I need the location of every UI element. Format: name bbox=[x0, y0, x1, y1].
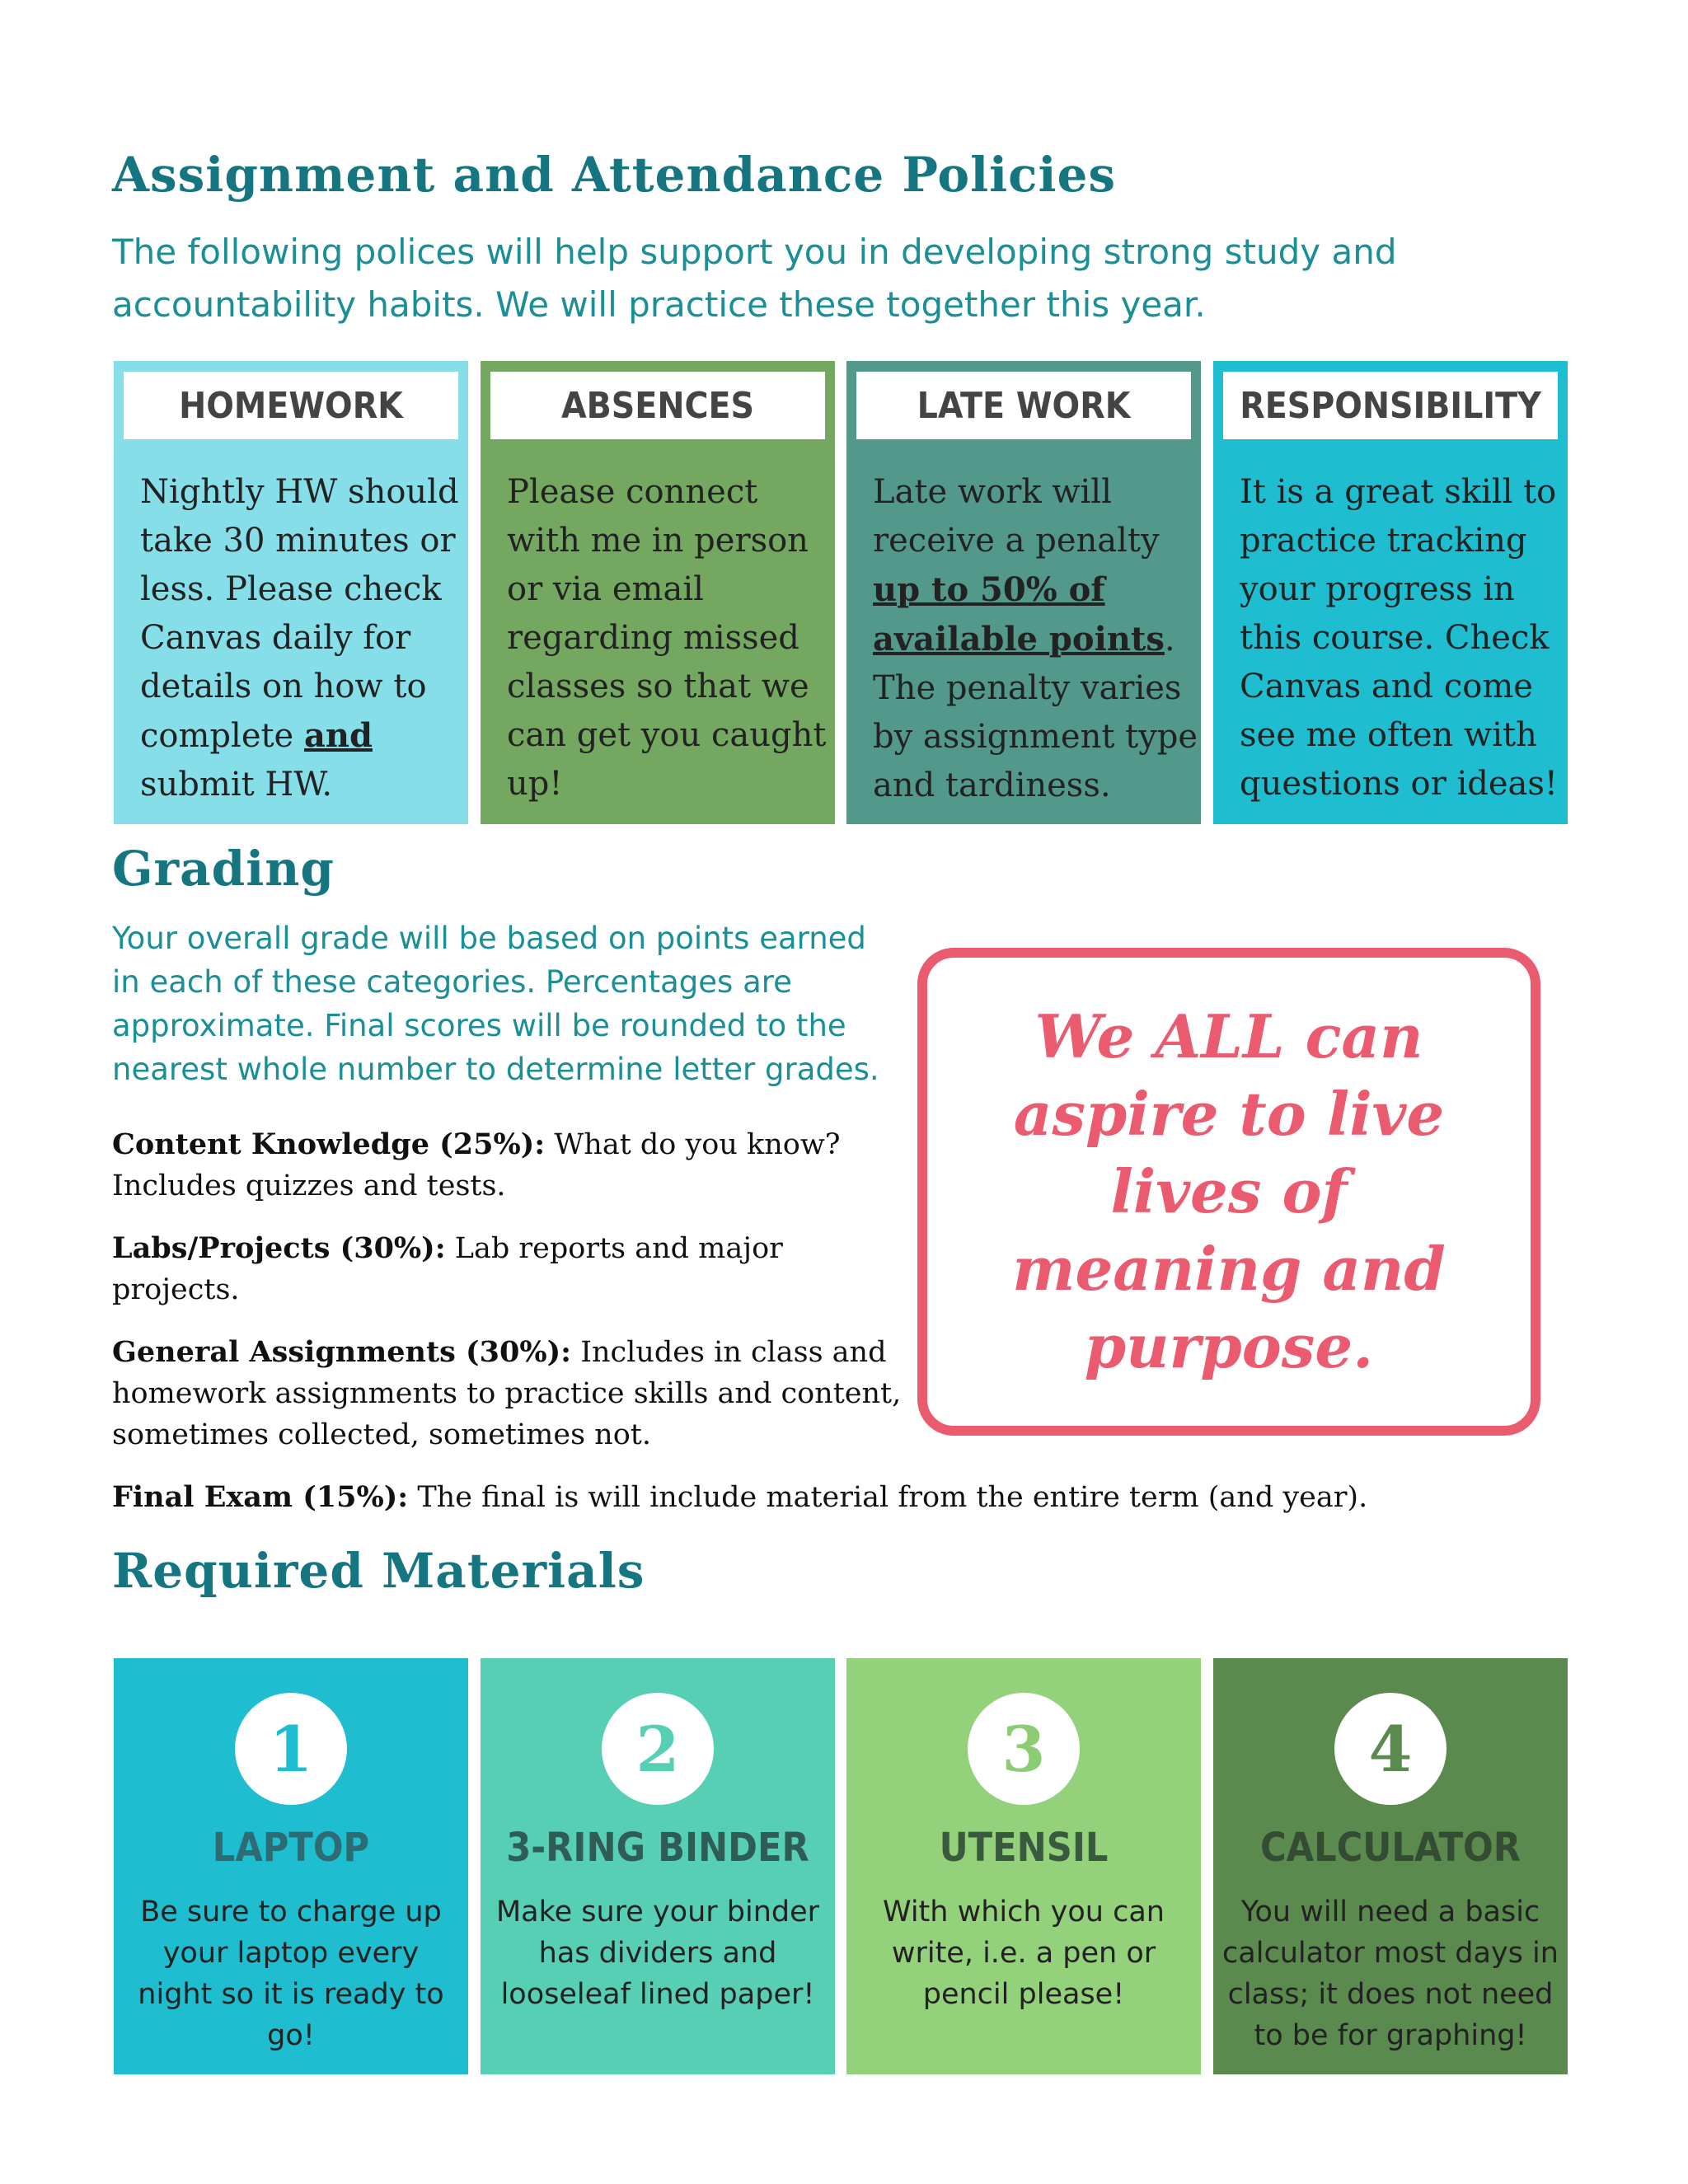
policies-intro bbox=[112, 226, 1397, 331]
grading-item-label: Content Knowledge (25%): bbox=[112, 1127, 546, 1161]
grading-item-label: Final Exam (15%): bbox=[112, 1480, 409, 1514]
policy-card-late-work bbox=[846, 361, 1201, 824]
policy-card-absences bbox=[481, 361, 835, 824]
material-desc-binder: Make sure your binder has dividers and looseleaf lined paper! bbox=[495, 1896, 820, 2011]
material-title-laptop: LAPTOP bbox=[212, 1825, 370, 1871]
policy-title-late-work: LATE WORK bbox=[856, 372, 1191, 439]
policy-text-homework-part1: Nightly HW should take 30 minutes or less. Please check Canvas daily for details on how to complete bbox=[140, 473, 459, 755]
material-desc-utensil: With which you can write, i.e. a pen or pencil please! bbox=[883, 1896, 1165, 2011]
material-title-calculator: CALCULATOR bbox=[1259, 1825, 1521, 1871]
material-number-circle: 3 bbox=[968, 1693, 1080, 1805]
policy-text-late-work-part1: Late work will receive a penalty bbox=[873, 473, 1160, 560]
material-number-circle: 1 bbox=[235, 1693, 347, 1805]
material-card-utensil bbox=[846, 1658, 1201, 2074]
material-card-laptop bbox=[114, 1658, 468, 2074]
grading-item-text: Lab reports and major projects. bbox=[112, 1232, 783, 1306]
materials-title: Required Materials bbox=[112, 1543, 645, 1599]
grading-item-label: General Assignments (30%): bbox=[112, 1335, 572, 1369]
policy-title-absences: ABSENCES bbox=[490, 372, 825, 439]
grading-item-label: Labs/Projects (30%): bbox=[112, 1231, 446, 1265]
quote-text: We ALL can aspire to live lives of meaning and purpose. bbox=[1012, 1001, 1446, 1381]
grading-item-content-knowledge bbox=[112, 1124, 936, 1207]
policy-text-responsibility: It is a great skill to practice tracking your progress in this course. Check Canvas and come see me often with questions or ideas! bbox=[1240, 473, 1558, 803]
grading-item-labs-projects bbox=[112, 1228, 854, 1310]
grading-item-general-assignments bbox=[112, 1332, 903, 1455]
grading-title: Grading bbox=[112, 841, 335, 897]
policy-title-responsibility: RESPONSIBILITY bbox=[1223, 372, 1558, 439]
grading-item-text: Includes in class and homework assignments to practice skills and content, sometimes collected, sometimes not. bbox=[112, 1336, 902, 1451]
grading-item-text: The final is will include material from the entire term (and year). bbox=[408, 1481, 1368, 1514]
policies-intro-line1: The following polices will help support you in developing strong study and bbox=[112, 232, 1397, 272]
policy-text-homework bbox=[140, 468, 462, 809]
material-number-circle: 4 bbox=[1334, 1693, 1447, 1805]
grading-intro: Your overall grade will be based on points earned in each of these categories. Percentages are approximate. Final scores will be rounded to the nearest whole number to determine letter grades. bbox=[112, 921, 879, 1087]
material-desc-laptop: Be sure to charge up your laptop every night so it is ready to go! bbox=[138, 1896, 444, 2052]
quote-box bbox=[917, 948, 1540, 1436]
policy-text-late-work-emphasis: up to 50% of available points bbox=[873, 570, 1165, 658]
policy-card-homework bbox=[114, 361, 468, 824]
policy-text-late-work-part2: . The penalty varies by assignment type and tardiness. bbox=[873, 621, 1198, 804]
material-card-binder bbox=[481, 1658, 835, 2074]
material-card-calculator bbox=[1213, 1658, 1568, 2074]
policy-card-responsibility bbox=[1213, 361, 1568, 824]
policy-text-absences: Please connect with me in person or via email regarding missed classes so that we can get you caught up! bbox=[507, 473, 827, 803]
material-title-binder: 3-RING BINDER bbox=[506, 1825, 809, 1871]
policy-text-late-work bbox=[873, 468, 1203, 810]
policy-text-homework-part2: submit HW. bbox=[140, 766, 333, 804]
policy-title-homework: HOMEWORK bbox=[124, 372, 458, 439]
grading-item-final-exam bbox=[112, 1477, 1596, 1518]
policy-text-homework-emphasis: and bbox=[303, 716, 373, 755]
material-title-utensil: UTENSIL bbox=[939, 1825, 1109, 1871]
material-number-circle: 2 bbox=[602, 1693, 714, 1805]
grading-item-text: What do you know? Includes quizzes and tests. bbox=[112, 1128, 841, 1202]
policies-title: Assignment and Attendance Policies bbox=[112, 147, 1117, 203]
policies-intro-line2: accountability habits. We will practice these together this year. bbox=[112, 284, 1206, 325]
material-desc-calculator: You will need a basic calculator most days in class; it does not need to be for graphing! bbox=[1222, 1896, 1559, 2052]
